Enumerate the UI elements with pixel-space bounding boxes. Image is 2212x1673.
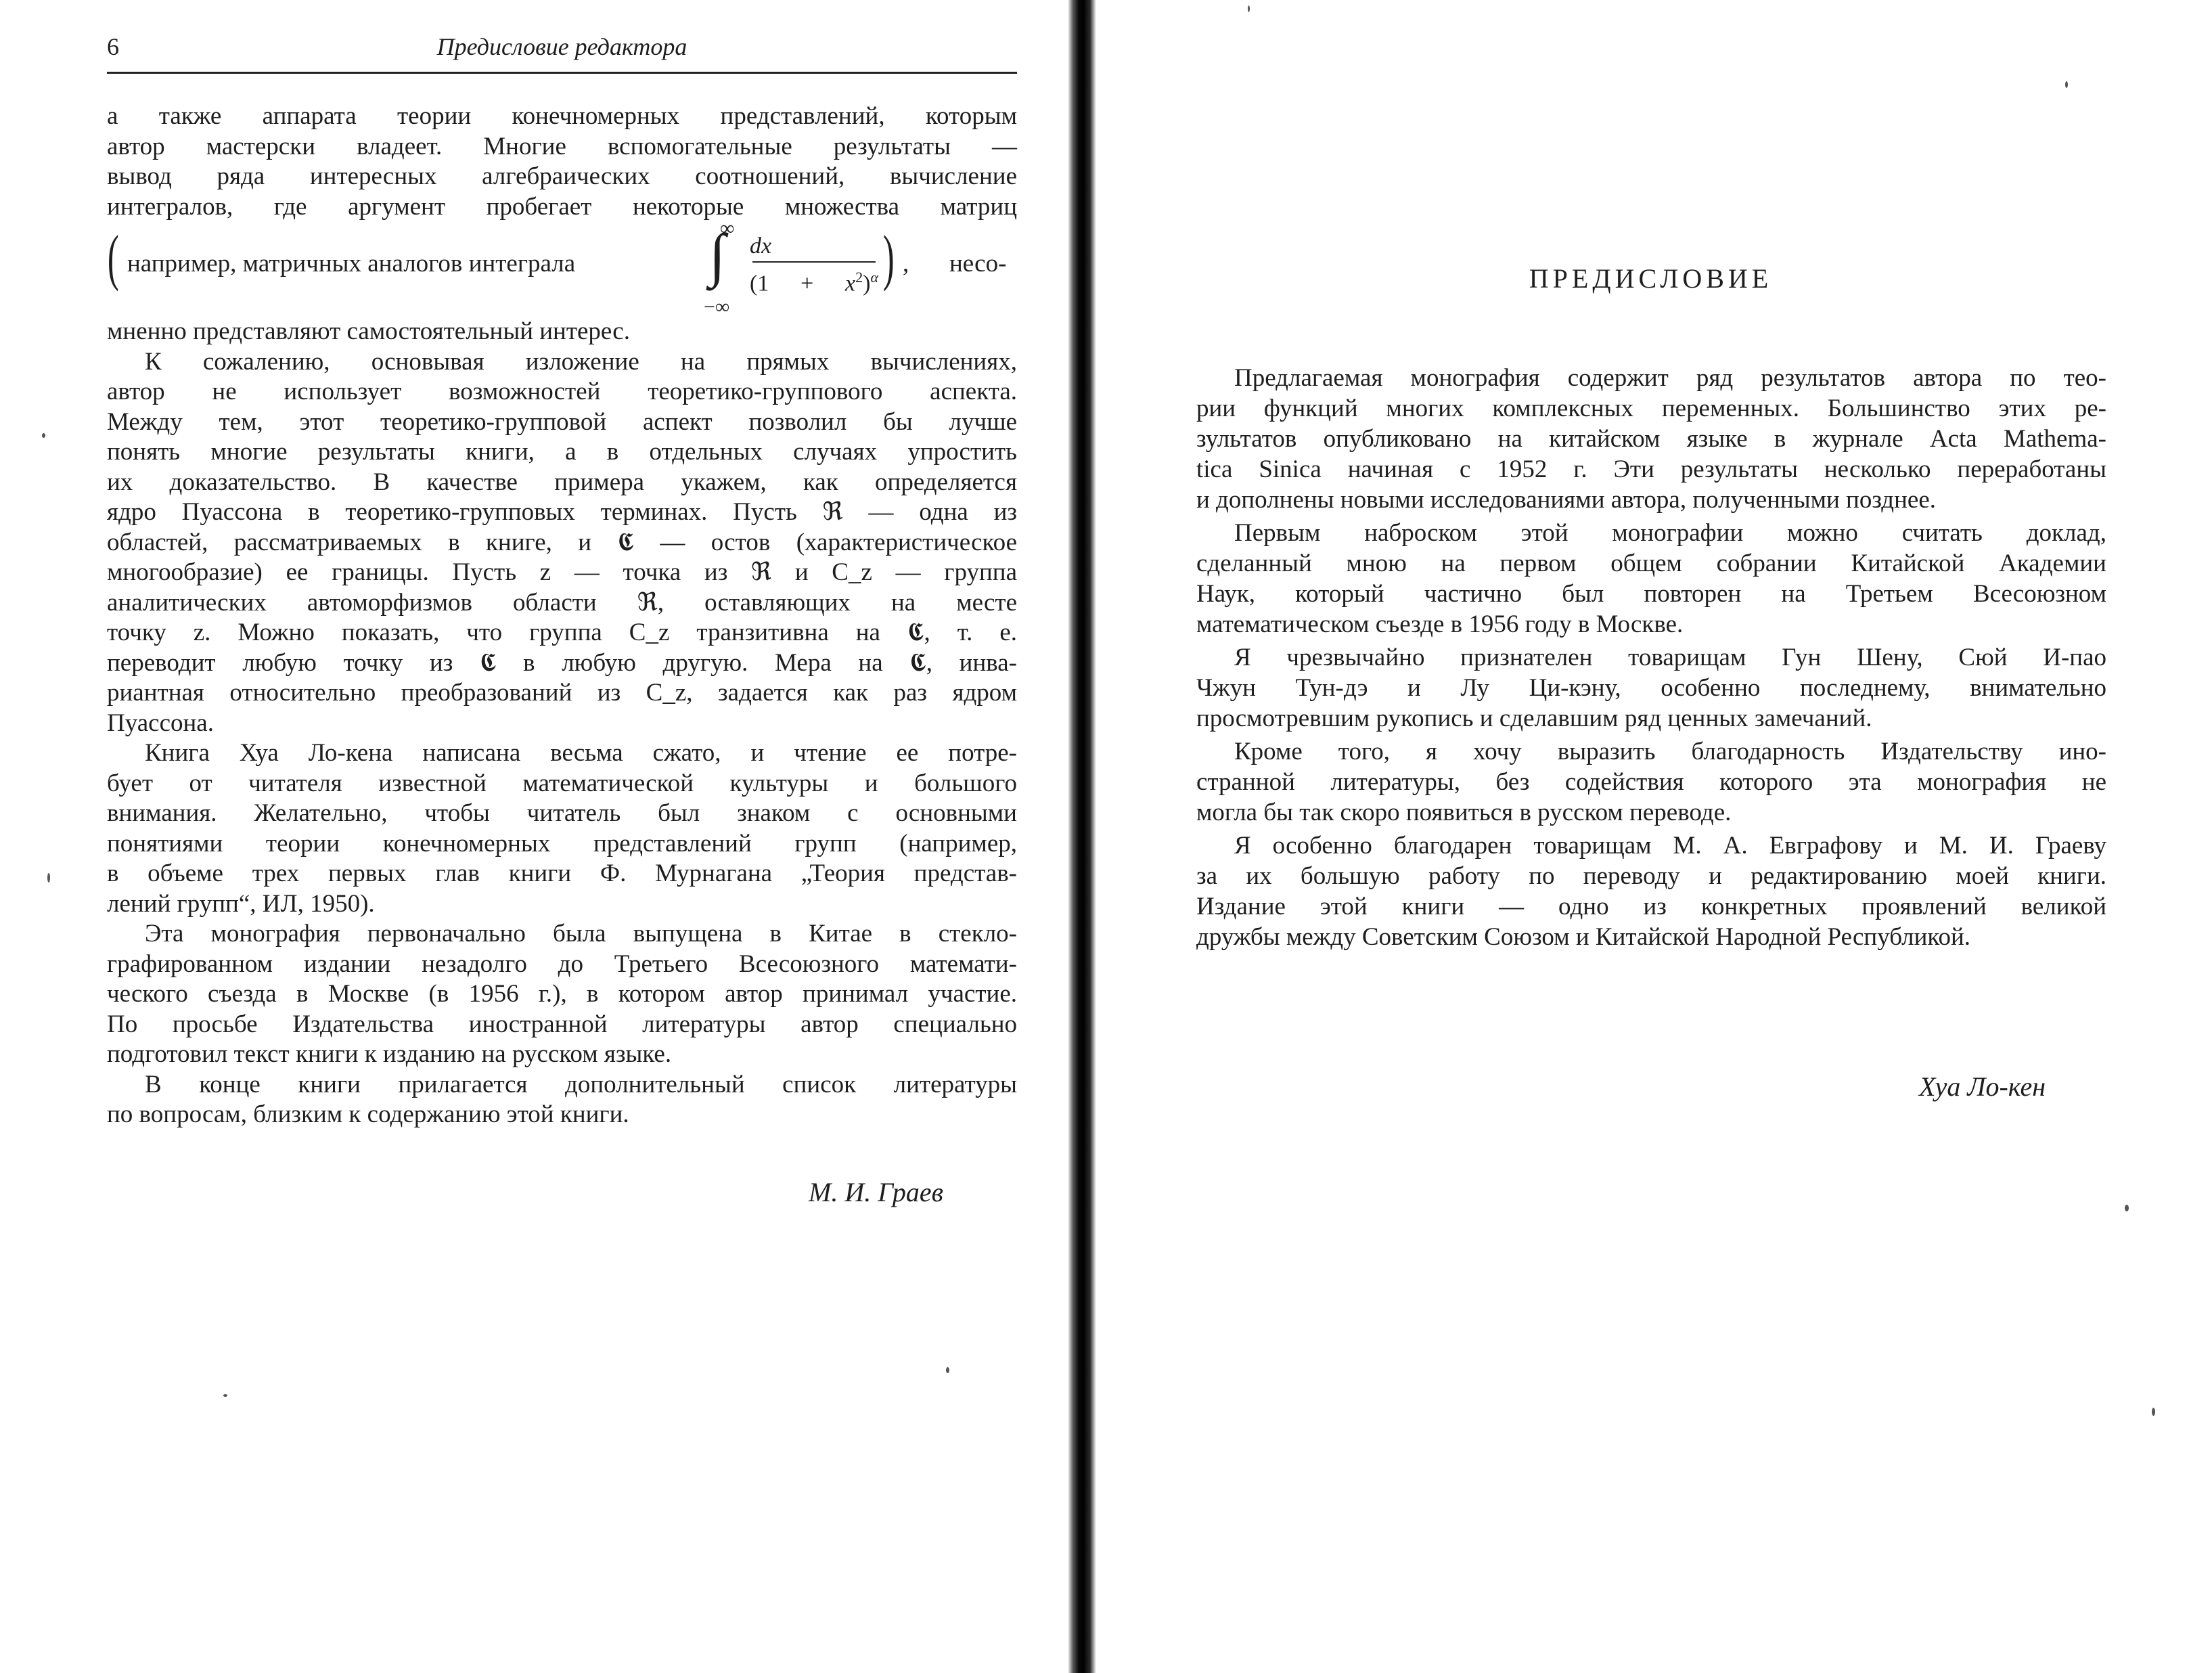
- text-line: Предлагаемая монография содержит ряд результатов автора по тео-: [1234, 364, 2106, 392]
- text-line: аналитических автоморфизмов области ℜ, оставляющих на месте: [107, 588, 1017, 617]
- text-line: Кроме того, я хочу выразить благодарность Издательству ино-: [1234, 738, 2106, 765]
- left-page: [0, 0, 1076, 1673]
- text-line: рии функций многих комплексных переменных. Большинство этих ре-: [1196, 395, 2106, 422]
- formula-comma: ,: [903, 250, 909, 277]
- right-paren: ): [882, 223, 895, 292]
- text-line: ческого съезда в Москве (в 1956 г.), в котором автор принимал участие.: [107, 980, 1017, 1008]
- integral-lower-limit: −∞: [704, 296, 730, 318]
- text-line: понятиями теории конечномерных представлений групп (например,: [107, 829, 1017, 857]
- text-line: Издание этой книги — одно из конкретных проявлений великой: [1196, 893, 2106, 920]
- text-line: ядро Пуассона в теоретико-групповых терминах. Пусть ℜ — одна из: [107, 498, 1017, 526]
- text-line: Наук, который частично был повторен на Третьем Всесоюзном: [1196, 580, 2106, 608]
- fraction-denominator: $(1 + x^2)^\alpha$: [750, 269, 878, 296]
- text-line: Пуассона.: [107, 709, 214, 737]
- fraction-numerator: dx: [750, 233, 772, 259]
- text-line: многообразие) ее границы. Пусть z — точка из ℜ и C_z — группа: [107, 558, 1017, 586]
- text-line: зультатов опубликовано на китайском языке в журнале Acta Mathema-: [1196, 425, 2106, 453]
- running-head: [107, 28, 1017, 74]
- author-preface-text: [1196, 363, 2106, 952]
- text-line: мненно представляют самостоятельный интерес.: [107, 317, 630, 345]
- text-line: по вопросам, близким к содержанию этой книги.: [107, 1100, 629, 1128]
- text-line: интегралов, где аргумент пробегает некоторые множества матриц: [107, 192, 1017, 221]
- text-line: tica Sinica начиная с 1952 г. Эти результаты несколько переработаны: [1196, 455, 2106, 483]
- text-line: Я чрезвычайно признателен товарищам Гун Шену, Сюй И-пао: [1234, 644, 2106, 671]
- text-line: а также аппарата теории конечномерных представлений, которым: [107, 102, 1017, 130]
- text-line: Эта монография первоначально была выпущена в Китае в стекло-: [145, 920, 1017, 947]
- text-line: В конце книги прилагается дополнительный список литературы: [145, 1070, 1017, 1098]
- text-line: понять многие результаты книги, а в отдельных случаях упростить: [107, 438, 1017, 466]
- integral-sign: ∫: [709, 223, 726, 288]
- text-line: за их большую работу по переводу и редактированию моей книги.: [1196, 862, 2106, 890]
- text-line: По просьбе Издательства иностранной литературы автор специально: [107, 1010, 1017, 1038]
- integrand-fraction: [750, 231, 878, 296]
- author-signature: Хуа Ло-кен: [1919, 1071, 2046, 1102]
- running-head-title: Предисловие редактора: [436, 33, 687, 60]
- scan-speck: [2125, 1205, 2129, 1211]
- scan-speck: [946, 1367, 949, 1373]
- scan-speck: [1248, 5, 1250, 12]
- text-line: Чжун Тун-дэ и Лу Ци-кэну, особенно последнему, внимательно: [1196, 674, 2106, 702]
- text-line: дружбы между Советским Союзом и Китайской Народной Республикой.: [1196, 923, 1971, 951]
- editor-preface-text: [107, 102, 1017, 1130]
- text-line: Я особенно благодарен товарищам М. А. Евграфову и М. И. Граеву: [1234, 832, 2106, 860]
- preface-title: ПРЕДИСЛОВИЕ: [1529, 263, 1773, 294]
- text-line: их доказательство. В качестве примера укажем, как определяется: [107, 468, 1017, 496]
- text-line: областей, рассматриваемых в книге, и 𝕮 — остов (характеристическое: [107, 528, 1017, 556]
- text-line: графированном издании незадолго до Третьего Всесоюзного математи-: [107, 950, 1017, 978]
- integral-upper-limit: ∞: [720, 217, 735, 240]
- formula-trailing-text: несо-: [949, 250, 1007, 277]
- text-line: Между тем, этот теоретико-групповой аспект позволил бы лучше: [107, 407, 1017, 436]
- text-line: сделанный мною на первом общем собрании Китайской Академии: [1196, 550, 2106, 577]
- editor-signature: М. И. Граев: [809, 1177, 943, 1207]
- text-line: риантная относительно преобразований из C_z, задается как раз ядром: [107, 679, 1017, 707]
- text-line: и дополнены новыми исследованиями автора, полученными позднее.: [1196, 486, 1937, 514]
- text-line: лений групп“, ИЛ, 1950).: [107, 889, 375, 918]
- text-line: автор мастерски владеет. Многие вспомогательные результаты —: [107, 132, 1017, 160]
- text-line: подготовил текст книги к изданию на русском языке.: [107, 1040, 672, 1068]
- formula-lead-text: например, матричных аналогов интеграла: [127, 250, 576, 277]
- text-line: в объеме трех первых глав книги Ф. Мурнагана „Теория представ-: [107, 860, 1017, 887]
- text-line: математическом съезде в 1956 году в Москве.: [1196, 610, 1684, 638]
- text-line: автор не использует возможностей теоретико-группового аспекта.: [107, 378, 1017, 405]
- left-paren: (: [107, 223, 119, 292]
- text-line: бует от читателя известной математической культуры и большого: [107, 769, 1017, 797]
- scan-speck: [42, 433, 45, 438]
- scan-speck: [47, 873, 50, 883]
- text-line: переводит любую точку из 𝕮 в любую другую. Мера на 𝕮, инва-: [107, 648, 1017, 677]
- text-line: вывод ряда интересных алгебраических соотношений, вычисление: [107, 162, 1017, 190]
- text-line: странной литературы, без содействия которого эта монография не: [1196, 768, 2106, 796]
- scan-speck: [223, 1394, 227, 1397]
- scan-speck: [2065, 81, 2068, 88]
- scan-speck: [2152, 1408, 2155, 1416]
- text-line: могла бы так скоро появиться в русском переводе.: [1196, 799, 1732, 826]
- text-line: К сожалению, основывая изложение на прямых вычислениях,: [145, 347, 1017, 376]
- page-number: 6: [107, 33, 119, 60]
- text-line: внимания. Желательно, чтобы читатель был знаком с основными: [107, 799, 1017, 827]
- right-page: [1089, 0, 2212, 1673]
- text-line: Книга Хуа Ло-кена написана весьма сжато, и чтение ее потре-: [145, 739, 1017, 767]
- text-line: Первым наброском этой монографии можно считать доклад,: [1234, 519, 2106, 547]
- text-line: просмотревшим рукопись и сделавшим ряд ценных замечаний.: [1196, 705, 1872, 732]
- text-line: точку z. Можно показать, что группа C_z транзитивна на 𝕮, т. е.: [107, 619, 1017, 646]
- integral-formula: [107, 217, 1017, 318]
